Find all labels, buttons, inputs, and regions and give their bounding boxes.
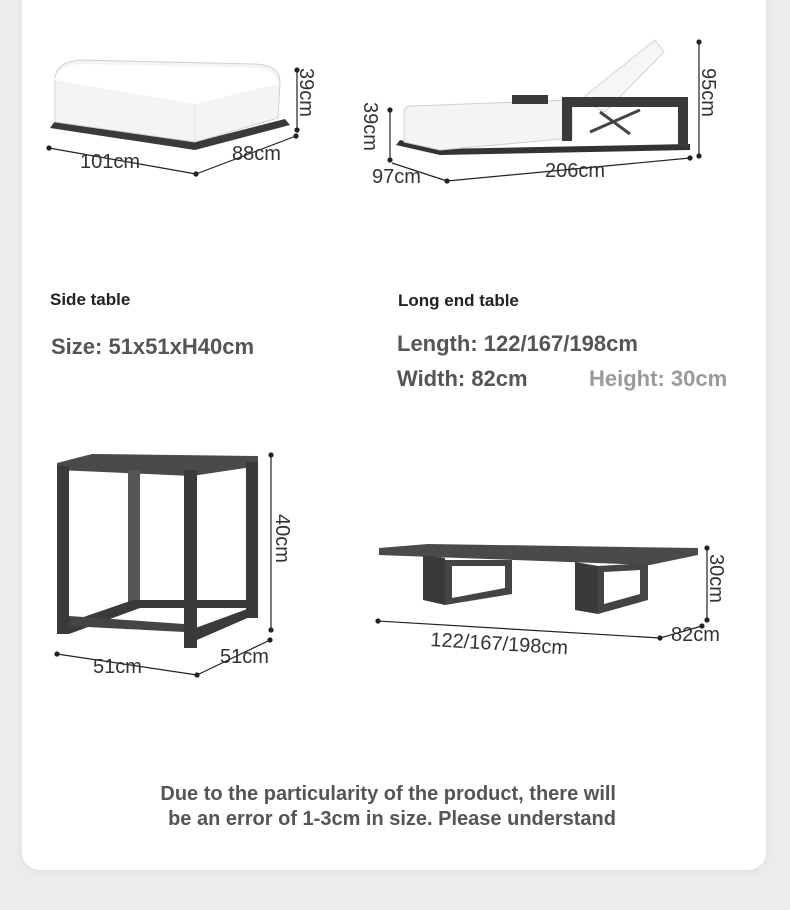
side-table-heading: Side table (50, 290, 131, 309)
long-end-table-length-label: 122/167/198cm (429, 629, 569, 660)
side-table-depth-label: 51cm (220, 646, 269, 668)
long-end-table-length: Length: 122/167/198cm (397, 331, 638, 356)
lounger-illustration (396, 40, 690, 155)
long-end-table-width: Width: 82cm (397, 366, 528, 391)
lounger-back-height-label: 95cm (697, 68, 719, 117)
long-end-table-depth-label: 82cm (671, 624, 720, 646)
size-disclaimer (60, 782, 616, 832)
side-table-size: Size: 51x51xH40cm (51, 334, 255, 359)
long-end-table-height: Height: 30cm (589, 366, 728, 391)
side-table-dimension-lines (55, 453, 273, 677)
long-end-table-heading: Long end table (398, 291, 519, 310)
ottoman-depth-label: 88cm (232, 143, 281, 165)
size-disclaimer-line-1: Due to the particularity of the product, there will (160, 783, 616, 805)
ottoman-height-label: 39cm (295, 68, 317, 117)
ottoman-illustration (50, 60, 290, 150)
side-table-width-label: 51cm (93, 656, 142, 678)
side-table-height-label: 40cm (271, 514, 293, 563)
size-disclaimer-line-2: be an error of 1-3cm in size. Please understand (168, 808, 616, 830)
lounger-width-label: 97cm (372, 166, 421, 188)
long-end-table-height-label: 30cm (705, 554, 727, 603)
lounger-length-label: 206cm (545, 160, 606, 182)
lounger-seat-height-label: 39cm (359, 102, 381, 151)
side-table-illustration (57, 454, 258, 648)
long-end-table-illustration (379, 544, 698, 614)
ottoman-width-label: 101cm (80, 151, 141, 173)
